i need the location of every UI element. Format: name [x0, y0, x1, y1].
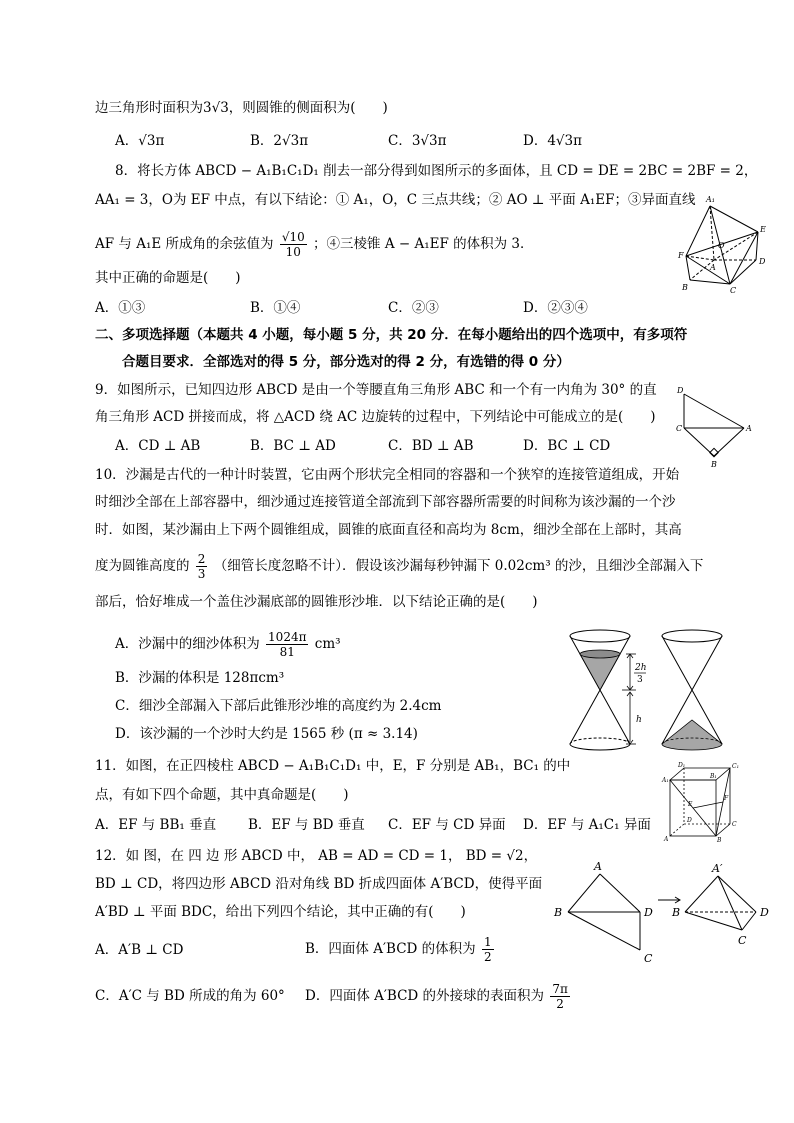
- q8-line-2: AA₁ = 3，O为 EF 中点，有以下结论：① A₁，O，C 三点共线；② AO ⊥ 平面 A₁EF；③异面直线: [95, 192, 696, 208]
- q8-line-3: [95, 230, 534, 259]
- q10-hourglass-figure: [560, 624, 756, 760]
- q9-line-2: 角三角形 ACD 拼接而成，将 △ACD 绕 AC 边旋转的过程中，下列结论中可能成立的是( ): [95, 409, 656, 425]
- q12-option-b-fraction: [482, 935, 494, 964]
- q10-option-a-denominator: 81: [279, 645, 295, 659]
- q7-option-c: C．3√3π: [388, 133, 447, 149]
- q10-option-d: D．该沙漏的一个沙时大约是 1565 秒 (π ≈ 3.14): [115, 726, 418, 742]
- q11-label-b1: B₁: [710, 773, 717, 780]
- q12-option-b: [305, 935, 496, 964]
- section-2-heading-line-1: 二、多项选择题（本题共 4 小题，每小题 5 分，共 20 分．在每小题给出的四个选项中，有多项符: [95, 327, 688, 343]
- q11-line-1: 11．如图，在正四棱柱 ABCD − A₁B₁C₁D₁ 中，E，F 分别是 AB₁，BC₁ 的中: [95, 758, 571, 774]
- q8-line-1: 8．将长方体 ABCD − A₁B₁C₁D₁ 削去一部分得到如图所示的多面体，且 CD = DE = 2BC = 2BF = 2，: [115, 163, 758, 179]
- q8-option-d: D．②③④: [523, 300, 588, 316]
- q7-option-d: D．4√3π: [523, 133, 582, 149]
- q8-label-e: E: [760, 225, 766, 234]
- q12-label-a: A: [594, 860, 602, 873]
- q12-option-a: A．A′B ⊥ CD: [95, 942, 184, 958]
- q12-label-c: C: [644, 952, 653, 965]
- q8-label-a1: A₁: [706, 195, 715, 204]
- q10-fraction-numerator: 2: [197, 552, 206, 566]
- q10-line-3: 时．如图，某沙漏由上下两个圆锥组成，圆锥的底面直径和高均为 8cm，细沙全部在上部时，其高: [95, 522, 682, 538]
- q9-option-a: A．CD ⊥ AB: [115, 438, 201, 454]
- q12-option-d-denominator: 2: [556, 997, 564, 1011]
- q11-label-d1: D₁: [678, 762, 686, 769]
- q11-label-a: A: [664, 836, 669, 842]
- q10-option-a-text: A．沙漏中的细沙体积为: [115, 636, 260, 652]
- q9-label-d: D: [677, 386, 684, 395]
- section-2-heading-line-2: 合题目要求．全部选对的得 5 分，部分选对的得 2 分，有选错的得 0 分）: [122, 354, 570, 370]
- q8-label-d: D: [759, 257, 766, 266]
- q10-label-2h: 2h: [635, 663, 647, 673]
- q9-option-c: C．BD ⊥ AB: [388, 438, 474, 454]
- q9-line-1: 9．如图所示，已知四边形 ABCD 是由一个等腰直角三角形 ABC 和一个有一内角为 30° 的直: [95, 382, 657, 398]
- q10-option-a-fraction: [266, 630, 308, 659]
- q11-label-f: F: [724, 795, 729, 802]
- q10-line-4: [95, 552, 703, 581]
- q8-polyhedron-figure: [672, 192, 772, 294]
- q8-option-b: B．①④: [250, 300, 301, 316]
- q11-option-a: A．EF 与 BB₁ 垂直: [95, 817, 217, 833]
- q9-quadrilateral-figure: [674, 384, 758, 470]
- q12-option-d: [305, 982, 572, 1011]
- q12-folding-figure: [548, 858, 778, 968]
- q10-label-h: h: [636, 715, 642, 725]
- q8-line-3-text: AF 与 A₁E 所成角的余弦值为: [95, 236, 274, 252]
- q10-line-5: 部后，恰好堆成一个盖住沙漏底部的圆锥形沙堆．以下结论正确的是( ): [95, 594, 538, 610]
- q11-label-a1: A₁: [662, 777, 669, 784]
- q8-label-b: B: [682, 283, 688, 292]
- q10-label-3: 3: [637, 675, 643, 685]
- q7-continuation: 边三角形时面积为3√3，则圆锥的侧面积为( ): [95, 100, 388, 116]
- q10-line-1: 10．沙漏是古代的一种计时装置，它由两个形状完全相同的容器和一个狭窄的连接管道组成，开始: [95, 467, 680, 483]
- q9-option-d: D．BC ⊥ CD: [523, 438, 611, 454]
- q12-label-d: D: [644, 906, 653, 919]
- q12-option-d-fraction: [550, 982, 570, 1011]
- q8-fraction-denominator: 10: [285, 245, 301, 259]
- q12-label-c-right: C: [738, 934, 747, 947]
- q8-fraction: [280, 230, 307, 259]
- q11-option-d: D．EF 与 A₁C₁ 异面: [523, 817, 651, 833]
- q8-line-3-tail: ；④三棱锥 A − A₁EF 的体积为 3．: [313, 236, 534, 252]
- q12-line-3: A′BD ⊥ 平面 BDC，给出下列四个结论，其中正确的有( ): [95, 904, 466, 920]
- q12-option-b-numerator: 1: [483, 935, 492, 949]
- q12-option-d-text: D．四面体 A′BCD 的外接球的表面积为: [305, 988, 545, 1004]
- q9-option-b: B．BC ⊥ AD: [250, 438, 336, 454]
- q12-line-2: BD ⊥ CD，将四边形 ABCD 沿对角线 BD 折成四面体 A′BCD，使得平面: [95, 876, 543, 892]
- q11-label-d: D: [687, 817, 692, 824]
- q12-label-b: B: [554, 906, 563, 919]
- q11-prism-figure: [660, 760, 742, 842]
- q9-label-a: A: [746, 424, 752, 433]
- q12-label-b-right: B: [672, 906, 681, 919]
- q11-label-c1: C₁: [732, 763, 739, 770]
- q11-label-e: E: [688, 801, 693, 808]
- q10-line-2: 时细沙全部在上部容器中，细沙通过连接管道全部流到下部容器所需要的时间称为该沙漏的一个沙: [95, 494, 676, 510]
- q11-label-c: C: [732, 821, 737, 828]
- q12-line-1: 12．如 图，在 四 边 形 ABCD 中， AB = AD = CD = 1， BD = √2，: [95, 848, 538, 864]
- q8-label-o: O: [718, 241, 725, 250]
- q10-fraction: [196, 552, 208, 581]
- q12-label-d-right: D: [760, 906, 769, 919]
- q7-option-b: B．2√3π: [250, 133, 309, 149]
- q10-line-4-tail: （细管长度忽略不计）．假设该沙漏每秒钟漏下 0.02cm³ 的沙，且细沙全部漏入下: [213, 558, 704, 574]
- q8-label-c: C: [730, 286, 737, 294]
- q12-option-b-denominator: 2: [483, 950, 492, 964]
- q10-option-c: C．细沙全部漏入下部后此锥形沙堆的高度约为 2.4cm: [115, 698, 442, 714]
- q10-line-4-text: 度为圆锥高度的: [95, 558, 190, 574]
- q7-option-a: A．√3π: [115, 133, 165, 149]
- q12-option-b-text: B．四面体 A′BCD 的体积为: [305, 941, 476, 957]
- q10-option-a-unit: cm³: [314, 636, 341, 652]
- q8-label-a: A: [710, 263, 716, 272]
- q10-option-b: B．沙漏的体积是 128πcm³: [115, 670, 285, 686]
- q11-option-c: C．EF 与 CD 异面: [388, 817, 506, 833]
- q8-fraction-numerator: √10: [281, 230, 305, 244]
- q9-label-b: B: [711, 460, 717, 469]
- q8-line-4: 其中正确的命题是( ): [95, 270, 241, 286]
- q11-line-2: 点，有如下四个命题，其中真命题是( ): [95, 787, 349, 803]
- q8-option-a: A．①③: [95, 300, 146, 316]
- q11-label-b: B: [717, 837, 722, 842]
- q12-option-d-numerator: 7π: [552, 982, 568, 996]
- q11-option-b: B．EF 与 BD 垂直: [248, 817, 365, 833]
- q10-option-a: [115, 630, 341, 659]
- q9-label-c: C: [676, 424, 683, 433]
- q12-label-a-prime: A′: [712, 862, 723, 875]
- q10-fraction-denominator: 3: [197, 567, 206, 581]
- q8-label-f: F: [678, 251, 684, 260]
- q12-option-c: C．A′C 与 BD 所成的角为 60°: [95, 988, 285, 1004]
- q8-option-c: C．②③: [388, 300, 439, 316]
- q10-option-a-numerator: 1024π: [268, 630, 307, 644]
